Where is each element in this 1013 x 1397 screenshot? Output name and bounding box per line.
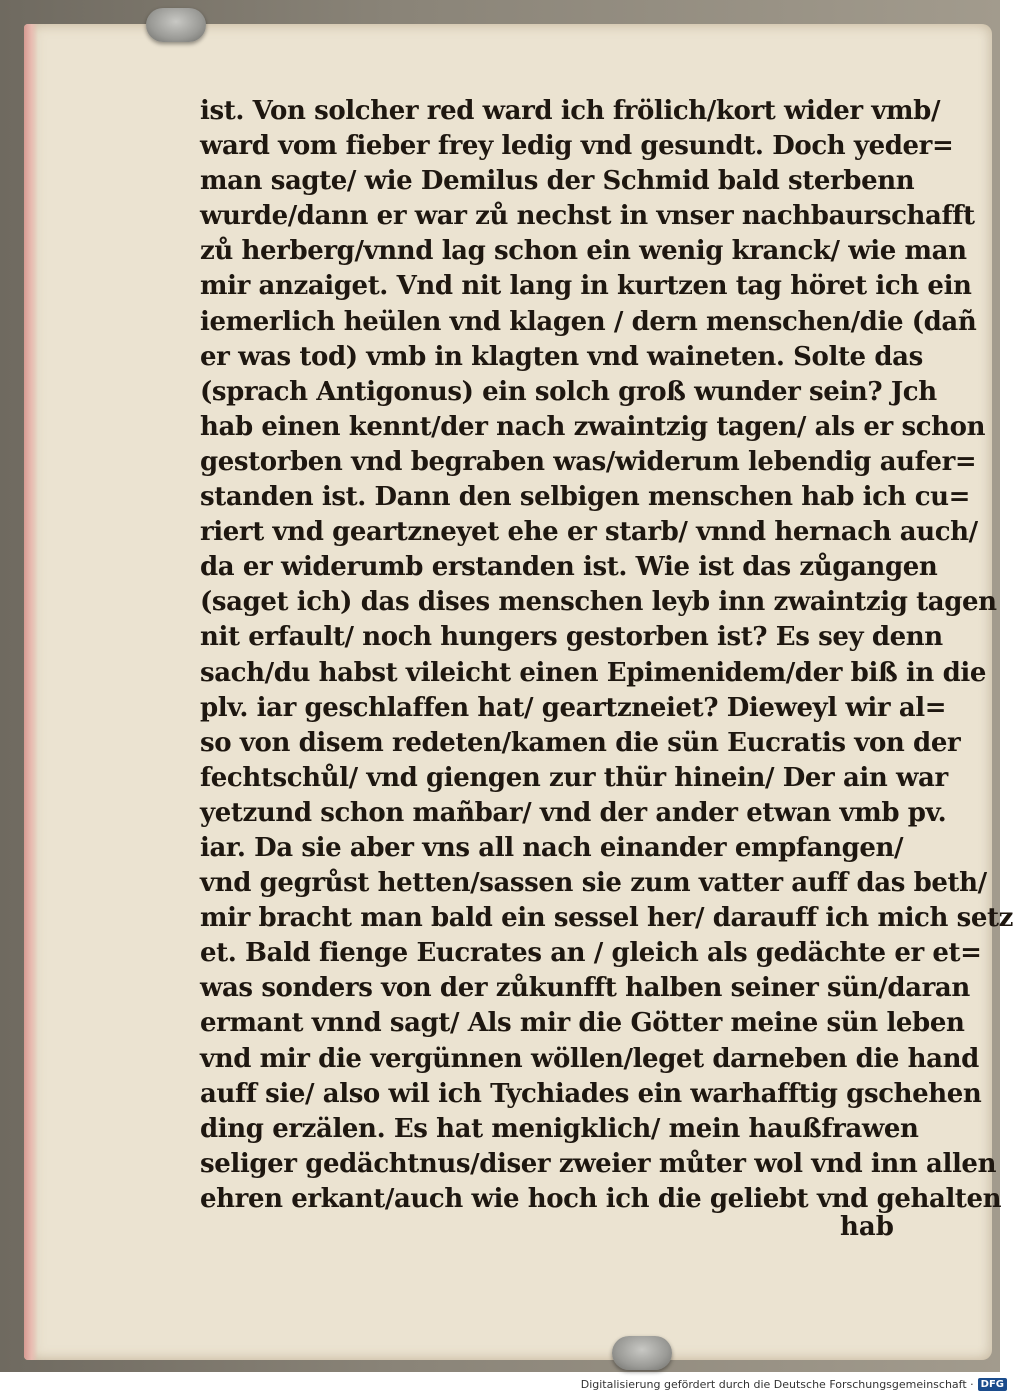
text-line: standen ist. Dann den selbigen menschen hab ich cu= xyxy=(200,482,971,513)
text-line: was sonders von der zůkunfft halben seiner sün/daran xyxy=(200,973,970,1004)
text-line: ist. Von solcher red ward ich frölich/kort wider vmb/ xyxy=(200,96,941,126)
text-line: vnd mir die vergünnen wöllen/leget darneben die hand xyxy=(200,1043,979,1074)
text-line: da er widerumb erstanden ist. Wie ist das zůgangen xyxy=(200,552,938,583)
text-line: yetzund schon mañbar/ vnd der ander etwan vmb pv. xyxy=(200,797,947,828)
text-line: ehren erkant/auch wie hoch ich die geliebt vnd gehalten xyxy=(200,1183,1002,1214)
text-line: vnd gegrůst hetten/sassen sie zum vatter auff das beth/ xyxy=(200,868,987,899)
body-text xyxy=(200,94,1013,1217)
text-line: hab einen kennt/der nach zwaintzig tagen/ als er schon xyxy=(200,411,986,442)
text-line: ward vom fieber frey ledig vnd gesundt. Doch yeder= xyxy=(200,131,954,162)
text-line: man sagte/ wie Demilus der Schmid bald sterbenn xyxy=(200,166,915,197)
text-line: so von disem redeten/kamen die sün Eucratis von der xyxy=(200,727,961,758)
text-line: nit erfault/ noch hungers gestorben ist? Es sey denn xyxy=(200,622,943,653)
top-clip xyxy=(146,8,206,42)
footer-credit xyxy=(581,1375,1007,1393)
text-line: riert vnd geartzneyet ehe er starb/ vnnd hernach auch/ xyxy=(200,517,978,548)
text-line: seliger gedächtnus/diser zweier můter wol vnd inn allen xyxy=(200,1148,997,1179)
text-line: et. Bald fienge Eucrates an / gleich als gedächte er et= xyxy=(200,938,982,969)
dfg-logo: DFG xyxy=(978,1378,1007,1391)
catchword: hab xyxy=(840,1212,894,1242)
text-line: iemerlich heülen vnd klagen / dern menschen/die (dañ xyxy=(200,306,977,337)
text-line: auff sie/ also wil ich Tychiades ein warhafftig gschehen xyxy=(200,1078,982,1109)
page-red-edge xyxy=(24,24,38,1360)
text-line: (saget ich) das dises menschen leyb inn zwaintzig tagen xyxy=(200,587,997,618)
text-line: mir anzaiget. Vnd nit lang in kurtzen tag höret ich ein xyxy=(200,271,972,302)
text-line: fechtschůl/ vnd giengen zur thür hinein/ Der ain war xyxy=(200,762,948,793)
text-line: mir bracht man bald ein sessel her/ darauff ich mich setz xyxy=(200,903,1013,934)
text-line: (sprach Antigonus) ein solch groß wunder sein? Jch xyxy=(200,376,937,407)
text-line: sach/du habst vileicht einen Epimenidem/der biß in die xyxy=(200,657,986,688)
bottom-clip xyxy=(612,1336,672,1370)
text-line: wurde/dann er war zů nechst in vnser nachbaurschafft xyxy=(200,201,975,232)
text-line: ermant vnnd sagt/ Als mir die Götter meine sün leben xyxy=(200,1008,965,1039)
text-line: gestorben vnd begraben was/widerum lebendig aufer= xyxy=(200,446,977,477)
credit-text: Digitalisierung gefördert durch die Deutsche Forschungsgemeinschaft · xyxy=(580,1377,974,1391)
text-line: ding erzälen. Es hat menigklich/ mein haußfrawen xyxy=(200,1113,919,1144)
text-line: iar. Da sie aber vns all nach einander empfangen/ xyxy=(200,832,904,863)
text-line: zů herberg/vnnd lag schon ein wenig kranck/ wie man xyxy=(200,236,967,267)
text-line: plv. iar geschlaffen hat/ geartzneiet? Dieweyl wir al= xyxy=(200,692,947,723)
text-line: er was tod) vmb in klagten vnd waineten. Solte das xyxy=(200,341,923,372)
